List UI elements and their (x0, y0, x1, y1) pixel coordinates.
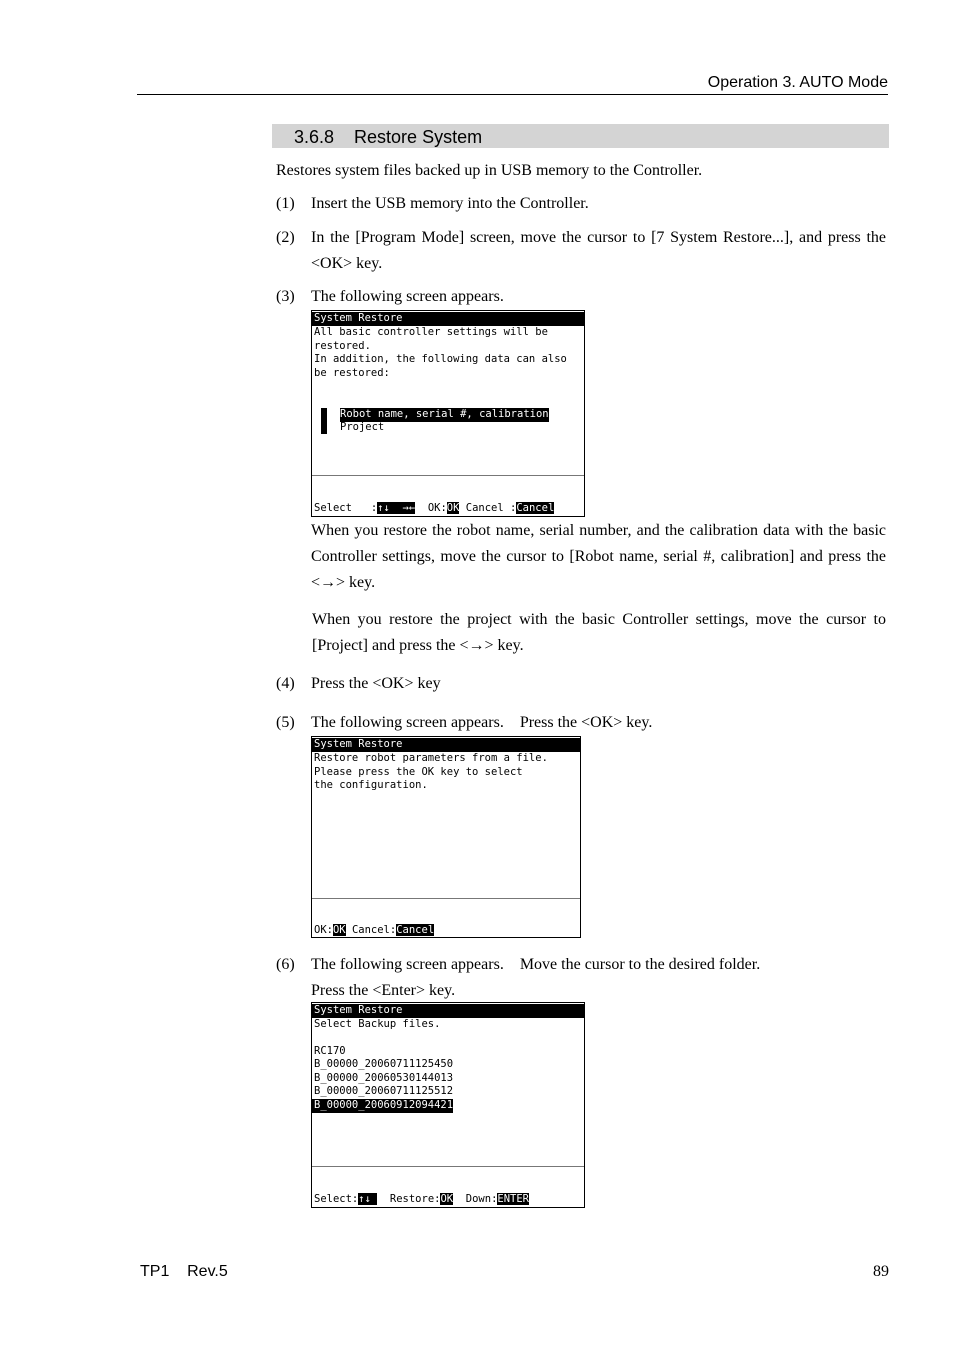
folder-rc170[interactable]: RC170 (314, 1045, 346, 1057)
screen-footer (314, 1193, 529, 1207)
step3-paragraph-project: When you restore the project with the basic Controller settings, move the cursor to [Project] and press the <→> key. (312, 611, 886, 654)
screen-text-line: Restore robot parameters from a file. (314, 752, 548, 764)
step-text: The following screen appears. Move the cursor to the desired folder. (311, 956, 761, 973)
step-text: Insert the USB memory into the Controller. (311, 195, 589, 212)
screen-text-line: Please press the OK key to select (314, 766, 523, 778)
backup-folder-item-selected[interactable]: B_00000_20060912094421 (314, 1099, 454, 1111)
running-header: Operation 3. AUTO Mode (707, 74, 888, 91)
step-text: Press the <OK> key (311, 675, 441, 692)
header-rule (137, 94, 888, 95)
step-number: (2) (276, 229, 295, 246)
step-number: (3) (276, 288, 295, 305)
step-text: The following screen appears. (311, 288, 504, 305)
screen-text-line: restored. (314, 340, 371, 352)
cancel-key[interactable]: Cancel (396, 924, 435, 936)
screen-footer (314, 502, 554, 516)
step-text: The following screen appears. Press the <OK> key. (311, 714, 653, 731)
backup-folder-item[interactable]: B_00000_20060711125512 (314, 1085, 454, 1097)
tp-screen-restore-confirm (311, 736, 581, 938)
enter-key[interactable]: ENTER (497, 1193, 529, 1205)
backup-folder-item[interactable]: B_00000_20060711125450 (314, 1058, 454, 1070)
screen-text-line: Select Backup files. (314, 1018, 441, 1030)
screen-separator (312, 1166, 584, 1167)
footer-document-version: TP1 Rev.5 (140, 1263, 228, 1280)
ok-key[interactable]: OK (446, 502, 460, 514)
tp-screen-backup-select (311, 1002, 585, 1208)
step-text: In the [Program Mode] screen, move the cursor to [7 System Restore...], and press the <OK> key. (311, 229, 886, 272)
screen-title-bar: System Restore (312, 1004, 585, 1018)
ok-key[interactable]: OK (332, 924, 346, 936)
screen-title-bar: System Restore (312, 738, 581, 752)
ok-label: OK: (427, 502, 447, 514)
screen-separator (312, 898, 580, 899)
option-project[interactable]: Project (340, 421, 385, 433)
select-label: Select: (314, 1193, 359, 1205)
arrow-keys-indicator: ↑↓ →← (377, 502, 416, 514)
step-number: (5) (276, 714, 295, 731)
restore-label: Restore: (389, 1193, 441, 1205)
screen-text-line: All basic controller settings will be (314, 326, 548, 338)
step-number: (1) (276, 195, 295, 212)
step3-paragraph-robot: When you restore the robot name, serial number, and the calibration data with the basic Controller settings, move the cursor to [Robot name, serial #, calibration] and press the <→> key. (311, 522, 886, 591)
ok-label: OK: (314, 924, 333, 936)
cancel-label: Cancel: (351, 924, 397, 936)
down-label: Down: (465, 1193, 498, 1205)
step-number: (4) (276, 675, 295, 692)
step-number: (6) (276, 956, 295, 973)
cursor-marker (321, 408, 327, 434)
screen-title-bar: System Restore (312, 312, 585, 326)
section-title: 3.6.8 Restore System (294, 127, 483, 147)
step-text-continued: Press the <Enter> key. (311, 982, 456, 999)
select-label: Select : (314, 502, 378, 514)
screen-text-line: the configuration. (314, 779, 428, 791)
tp-screen-restore-options (311, 310, 585, 517)
backup-folder-item[interactable]: B_00000_20060530144013 (314, 1072, 454, 1084)
arrow-keys-indicator: ↑↓ (358, 1193, 378, 1205)
cancel-label: Cancel : (465, 502, 517, 514)
page-number: 89 (873, 1263, 889, 1280)
screen-footer (314, 924, 434, 938)
screen-text-line: In addition, the following data can also (314, 353, 567, 365)
intro-paragraph: Restores system files backed up in USB memory to the Controller. (276, 162, 703, 179)
screen-separator (312, 475, 584, 476)
cancel-key[interactable]: Cancel (516, 502, 555, 514)
option-robot-calibration[interactable]: Robot name, serial #, calibration (340, 408, 549, 420)
screen-text-line: be restored: (314, 367, 390, 379)
ok-key[interactable]: OK (440, 1193, 454, 1205)
